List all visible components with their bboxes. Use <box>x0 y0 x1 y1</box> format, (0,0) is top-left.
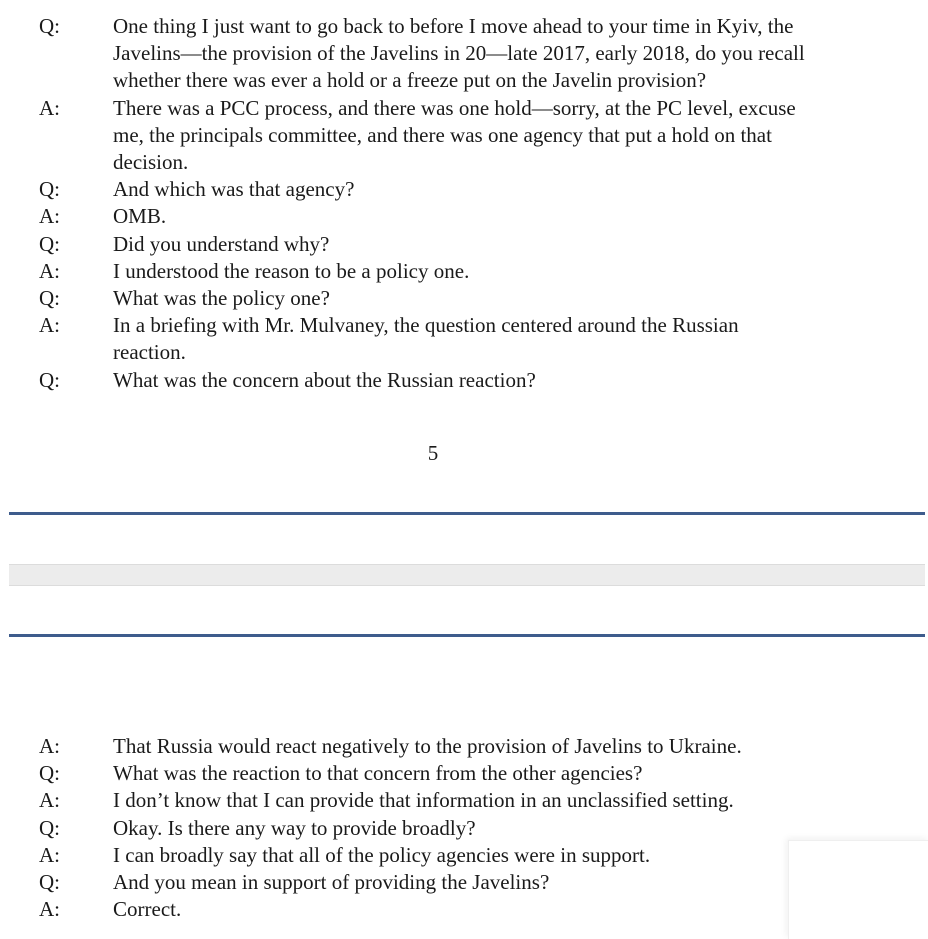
page-break-separator <box>0 500 928 728</box>
qa-exchange <box>0 231 913 258</box>
speaker-label: A: <box>39 95 60 120</box>
utterance-text: That Russia would react negatively to the provision of Javelins to Ukraine. <box>113 734 742 758</box>
utterance-text: I don’t know that I can provide that information in an unclassified setting. <box>113 788 734 813</box>
qa-exchange <box>0 258 913 285</box>
qa-block-upper <box>0 13 913 394</box>
qa-block-lower <box>0 733 913 923</box>
utterance-text: In a briefing with Mr. Mulvaney, the question centered around the Russian reaction. <box>113 313 739 365</box>
page-bottom-rule <box>9 512 925 515</box>
speaker-label: A: <box>39 258 60 283</box>
utterance-text: I understood the reason to be a policy one. <box>113 258 470 283</box>
speaker-label: Q: <box>39 286 60 311</box>
overlay-panel-corner <box>788 840 928 939</box>
utterance-text: There was a PCC process, and there was one hold—sorry, at the PC level, excuse me, the principals committee, and there was one agency that put a hold on that decision. <box>113 95 796 175</box>
speaker-label: Q: <box>39 14 60 38</box>
utterance-text: Okay. Is there any way to provide broadly? <box>113 815 476 840</box>
qa-exchange <box>0 787 913 814</box>
qa-exchange <box>0 176 913 203</box>
speaker-label: Q: <box>39 367 60 392</box>
utterance-text: And which was that agency? <box>113 177 355 202</box>
utterance-text: Did you understand why? <box>113 231 330 256</box>
utterance-text: And you mean in support of providing the Javelins? <box>113 870 550 895</box>
speaker-label: A: <box>39 788 60 813</box>
qa-exchange <box>0 896 913 923</box>
qa-exchange <box>0 815 913 842</box>
utterance-text: What was the policy one? <box>113 286 330 311</box>
qa-exchange <box>0 869 913 896</box>
qa-exchange <box>0 367 913 394</box>
utterance-text: What was the reaction to that concern from the other agencies? <box>113 761 643 786</box>
speaker-label: Q: <box>39 870 60 895</box>
speaker-label: A: <box>39 897 60 922</box>
utterance-text: What was the concern about the Russian reaction? <box>113 367 536 392</box>
qa-exchange <box>0 13 913 95</box>
qa-exchange <box>0 203 913 230</box>
qa-exchange <box>0 312 913 366</box>
qa-exchange <box>0 760 913 787</box>
speaker-label: A: <box>39 842 60 867</box>
qa-exchange <box>0 285 913 312</box>
page-gap-band <box>9 564 925 586</box>
speaker-label: Q: <box>39 177 60 202</box>
qa-exchange <box>0 842 913 869</box>
speaker-label: A: <box>39 313 60 338</box>
page-number: 5 <box>427 441 439 465</box>
utterance-text: Correct. <box>113 897 182 922</box>
utterance-text: I can broadly say that all of the policy agencies were in support. <box>113 842 651 867</box>
utterance-text: One thing I just want to go back to before I move ahead to your time in Kyiv, the Javelins—the provision of the Javelins in 20—late 2017, early 2018, do you recall whether there was ever a hold or a freeze put on the Javelin provision? <box>113 14 805 93</box>
speaker-label: Q: <box>39 761 60 786</box>
speaker-label: A: <box>39 204 60 229</box>
utterance-text: OMB. <box>113 204 167 229</box>
qa-exchange <box>0 95 913 177</box>
qa-exchange <box>0 733 913 760</box>
page-top-rule <box>9 634 925 637</box>
speaker-label: Q: <box>39 815 60 840</box>
speaker-label: Q: <box>39 231 60 256</box>
speaker-label: A: <box>39 734 60 758</box>
